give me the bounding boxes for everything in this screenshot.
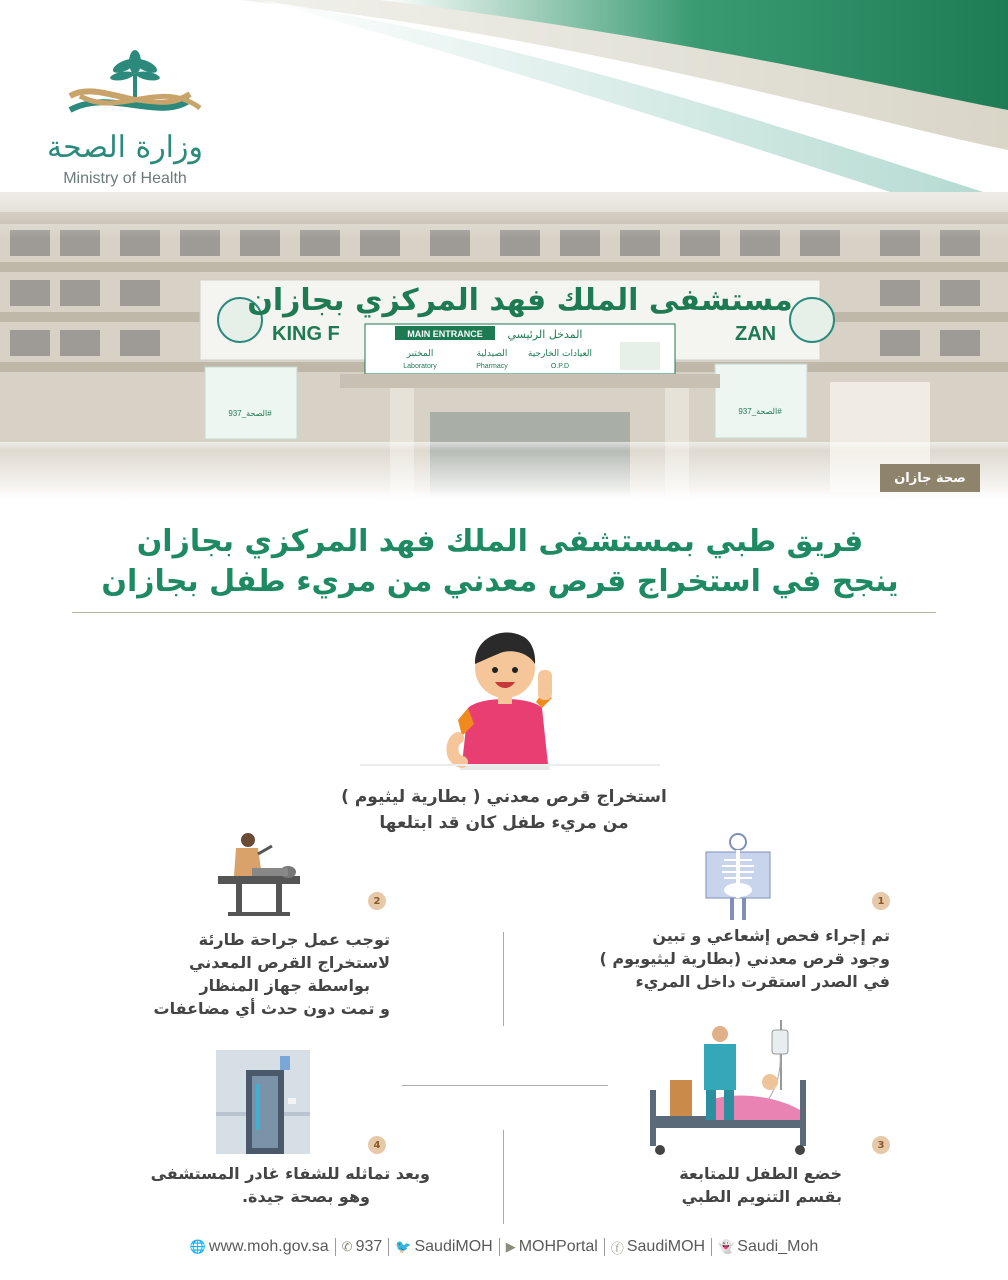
hospital-bed-icon (640, 1020, 820, 1156)
snapchat-icon: 👻 (718, 1239, 735, 1254)
step-2-text (90, 928, 390, 1020)
hospital-photo (0, 192, 1008, 502)
footer-phone-text: 937 (355, 1238, 383, 1255)
step-3-line-1: خضع الطفل للمتابعة (679, 1164, 842, 1183)
step-1-line-1: تم إجراء فحص إشعاعي و تبين (652, 926, 890, 945)
xray-icon (700, 832, 776, 922)
vertical-divider-bottom (503, 1130, 504, 1224)
step-2-line-2: لاستخراج القرص المعدني (189, 953, 390, 972)
footer-contacts (0, 1234, 1008, 1260)
youtube-icon: ▶ (505, 1239, 516, 1254)
step-4-line-2: وهو بصحة جيدة. (241, 1187, 370, 1206)
region-tag: صحة جازان (880, 464, 980, 492)
step-1-text (560, 924, 890, 993)
step-4-line-1: وبعد تماثله للشفاء غادر المستشفى (150, 1164, 430, 1183)
headline-divider (72, 612, 936, 613)
footer-youtube[interactable] (500, 1238, 604, 1256)
twitter-icon: 🐦 (395, 1239, 412, 1254)
step-2-number: 2 (368, 892, 386, 910)
intro-line-2: من مريء طفل كان قد ابتلعها (379, 813, 629, 833)
step-4-number: 4 (368, 1136, 386, 1154)
exit-door-icon (216, 1050, 310, 1154)
footer-facebook[interactable] (605, 1238, 711, 1257)
step-2-line-1: توجب عمل جراحة طارئة (198, 930, 390, 949)
footer-twitter[interactable] (389, 1238, 498, 1256)
child-swallowing-battery-icon (440, 620, 570, 770)
footer-snapchat[interactable] (712, 1238, 824, 1256)
step-1-number: 1 (872, 892, 890, 910)
intro-text (300, 784, 708, 836)
step-4-text (80, 1162, 430, 1208)
globe-icon: 🌐 (189, 1239, 206, 1254)
intro-line-1: استخراج قرص معدني ( بطارية ليثيوم ) (341, 787, 667, 807)
footer-snapchat-text: Saudi_Moh (737, 1238, 819, 1255)
child-shadow (360, 764, 660, 766)
footer-youtube-text: MOHPortal (518, 1238, 598, 1255)
footer-twitter-text: SaudiMOH (414, 1238, 493, 1255)
logo-arabic-name: وزارة الصحة (47, 130, 203, 165)
step-1-line-3: في الصدر استقرت داخل المريء (635, 972, 890, 991)
footer-website[interactable] (184, 1238, 335, 1256)
step-3-text (560, 1162, 842, 1208)
phone-icon: ✆ (341, 1239, 353, 1254)
step-3-line-2: بقسم التنويم الطبي (681, 1187, 842, 1206)
footer-website-text: www.moh.gov.sa (208, 1238, 329, 1255)
headline-line-1: فريق طبي بمستشفى الملك فهد المركزي بجازان (136, 524, 864, 559)
step-1-line-2: وجود قرص معدني (بطارية ليثيويوم ) (599, 949, 890, 968)
footer-phone[interactable] (336, 1238, 389, 1256)
facebook-icon: ⓕ (610, 1240, 624, 1256)
footer-facebook-text: SaudiMOH (626, 1238, 706, 1255)
palm-swords-emblem-icon (40, 48, 230, 128)
surgery-icon (212, 828, 308, 920)
step-3-number: 3 (872, 1136, 890, 1154)
logo-english-name: Ministry of Health (63, 170, 187, 187)
headline-line-2: ينجح في استخراج قرص معدني من مريء طفل بجازان (101, 564, 899, 599)
vertical-divider-top (503, 932, 504, 1026)
step-2-line-4: و تمت دون حدث أي مضاعفات (153, 999, 390, 1018)
step-2-line-3: بواسطة جهاز المنظار (199, 976, 370, 995)
horizontal-divider (402, 1085, 608, 1086)
